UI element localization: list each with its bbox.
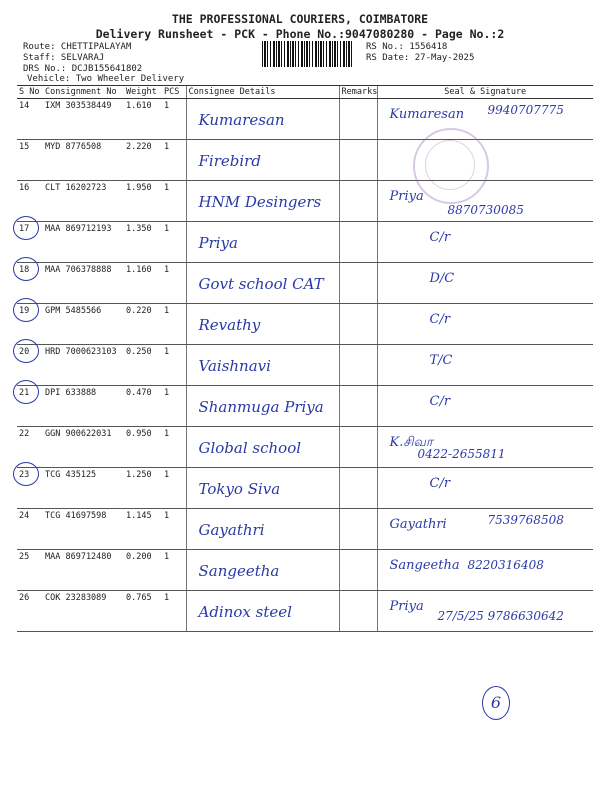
cell-sno [17, 181, 43, 222]
signature-phone: 27/5/25 9786630642 [437, 609, 564, 623]
signature: K.சிவா [389, 435, 433, 450]
serial-number: 16 [19, 183, 30, 193]
signature: Sangeetha [389, 558, 460, 573]
cell-weight: 0.200 [124, 550, 162, 591]
cell-consignee [186, 550, 339, 591]
rs-date: RS Date: 27-May-2025 [366, 53, 475, 63]
table-row [17, 468, 593, 509]
cell-sno [17, 427, 43, 468]
cell-remarks [339, 140, 377, 181]
staff-info: Staff: SELVARAJ [23, 53, 105, 63]
runsheet-subtitle: Delivery Runsheet - PCK - Phone No.:9047080280 - Page No.:2 [95, 27, 505, 41]
cell-pcs: 1 [162, 181, 186, 222]
cell-weight: 1.160 [124, 263, 162, 304]
cell-signature [377, 345, 593, 386]
consignee-name: Gayathri [198, 521, 265, 539]
signature: D/C [429, 271, 455, 286]
circled-mark [13, 298, 39, 322]
table-row [17, 386, 593, 427]
column-header-remarks: Remarks [339, 86, 377, 99]
cell-pcs: 1 [162, 386, 186, 427]
serial-number: 19 [19, 306, 30, 316]
cell-pcs: 1 [162, 222, 186, 263]
signature: T/C [429, 353, 453, 368]
cell-consignment-no: MAA 869712480 [43, 550, 124, 591]
cell-sno [17, 550, 43, 591]
rs-number: RS No.: 1556418 [366, 42, 448, 52]
company-title: THE PROFESSIONAL COURIERS, COIMBATORE [171, 12, 429, 26]
cell-consignment-no: MAA 706378888 [43, 263, 124, 304]
route-info: Route: CHETTIPALAYAM [23, 42, 132, 52]
signature: C/r [429, 394, 451, 409]
cell-consignment-no: TCG 41697598 [43, 509, 124, 550]
cell-remarks [339, 386, 377, 427]
cell-signature [377, 304, 593, 345]
cell-consignee [186, 386, 339, 427]
cell-sno [17, 386, 43, 427]
serial-number: 17 [19, 224, 30, 234]
circled-mark [13, 216, 39, 240]
cell-consignment-no: TCG 435125 [43, 468, 124, 509]
cell-signature [377, 509, 593, 550]
cell-consignment-no: GPM 5485566 [43, 304, 124, 345]
table-row [17, 222, 593, 263]
cell-weight: 1.145 [124, 509, 162, 550]
column-header-pcs: PCS [162, 86, 186, 99]
serial-number: 14 [19, 101, 30, 111]
cell-remarks [339, 263, 377, 304]
circled-mark [13, 462, 39, 486]
cell-remarks [339, 468, 377, 509]
consignee-name: Adinox steel [198, 603, 292, 621]
serial-number: 21 [19, 388, 30, 398]
table-row [17, 591, 593, 632]
page-number-mark: 6 [482, 686, 510, 720]
cell-remarks [339, 345, 377, 386]
circled-mark [13, 380, 39, 404]
consignee-name: Global school [198, 439, 302, 457]
cell-signature [377, 591, 593, 632]
serial-number: 23 [19, 470, 30, 480]
cell-weight: 1.950 [124, 181, 162, 222]
cell-remarks [339, 591, 377, 632]
cell-remarks [339, 550, 377, 591]
cell-consignee [186, 263, 339, 304]
serial-number: 25 [19, 552, 30, 562]
table-row [17, 99, 593, 140]
cell-sno [17, 140, 43, 181]
cell-consignee [186, 468, 339, 509]
cell-consignment-no: DPI 633888 [43, 386, 124, 427]
cell-remarks [339, 509, 377, 550]
cell-signature [377, 99, 593, 140]
cell-signature [377, 386, 593, 427]
signature-phone: 0422-2655811 [417, 447, 506, 461]
consignee-name: Vaishnavi [198, 357, 271, 375]
table-row [17, 181, 593, 222]
serial-number: 26 [19, 593, 30, 603]
signature-phone: 8220316408 [467, 558, 544, 572]
cell-consignment-no: GGN 900622031 [43, 427, 124, 468]
cell-sno [17, 509, 43, 550]
serial-number: 22 [19, 429, 30, 439]
table-row [17, 345, 593, 386]
signature: C/r [429, 476, 451, 491]
cell-consignee [186, 181, 339, 222]
signature: Priya [389, 189, 424, 204]
cell-remarks [339, 304, 377, 345]
cell-pcs: 1 [162, 468, 186, 509]
cell-pcs: 1 [162, 509, 186, 550]
vehicle-info: Vehicle: Two Wheeler Delivery [27, 74, 185, 84]
cell-remarks [339, 427, 377, 468]
cell-sno [17, 591, 43, 632]
cell-sno [17, 263, 43, 304]
signature: Priya [389, 599, 424, 614]
cell-consignment-no: HRD 7000623103 [43, 345, 124, 386]
cell-signature [377, 427, 593, 468]
cell-consignment-no: MAA 869712193 [43, 222, 124, 263]
cell-weight: 0.250 [124, 345, 162, 386]
signature-phone: 8870730085 [447, 203, 524, 217]
cell-consignment-no: COK 23283089 [43, 591, 124, 632]
cell-sno [17, 99, 43, 140]
cell-signature [377, 468, 593, 509]
serial-number: 24 [19, 511, 30, 521]
cell-signature [377, 181, 593, 222]
cell-consignee [186, 222, 339, 263]
column-header-sno: S No [17, 86, 43, 99]
consignee-name: Tokyo Siva [198, 480, 281, 498]
consignee-name: Kumaresan [198, 111, 285, 129]
consignee-name: Firebird [198, 152, 261, 170]
column-header-consignee-details: Consignee Details [186, 86, 339, 99]
table-header [17, 86, 593, 99]
column-header-seal-signature: Seal & Signature [377, 86, 593, 99]
cell-weight: 1.250 [124, 468, 162, 509]
circled-mark [13, 339, 39, 363]
column-header-consignment-no: Consignment No [43, 86, 124, 99]
cell-weight: 0.765 [124, 591, 162, 632]
cell-sno [17, 222, 43, 263]
cell-consignee [186, 140, 339, 181]
barcode [262, 41, 352, 67]
cell-sno [17, 304, 43, 345]
serial-number: 18 [19, 265, 30, 275]
cell-pcs: 1 [162, 591, 186, 632]
serial-number: 20 [19, 347, 30, 357]
cell-weight: 1.610 [124, 99, 162, 140]
consignee-name: Govt school CAT [198, 275, 324, 293]
signature: C/r [429, 312, 451, 327]
cell-consignment-no: CLT 16202723 [43, 181, 124, 222]
table-row [17, 550, 593, 591]
cell-remarks [339, 222, 377, 263]
signature: Kumaresan [389, 107, 465, 122]
drs-number: DRS No.: DCJB155641802 [23, 64, 143, 74]
cell-consignee [186, 345, 339, 386]
cell-signature [377, 222, 593, 263]
table-row [17, 509, 593, 550]
cell-pcs: 1 [162, 427, 186, 468]
consignee-name: Revathy [198, 316, 261, 334]
cell-remarks [339, 181, 377, 222]
cell-consignee [186, 509, 339, 550]
cell-consignee [186, 99, 339, 140]
signature: Gayathri [389, 517, 447, 532]
cell-pcs: 1 [162, 304, 186, 345]
delivery-table [17, 85, 593, 632]
consignee-name: Sangeetha [198, 562, 280, 580]
consignee-name: HNM Desingers [198, 193, 322, 211]
cell-pcs: 1 [162, 550, 186, 591]
cell-weight: 0.220 [124, 304, 162, 345]
serial-number: 15 [19, 142, 30, 152]
cell-remarks [339, 99, 377, 140]
table-row [17, 263, 593, 304]
cell-consignment-no: MYD 8776508 [43, 140, 124, 181]
consignee-name: Priya [198, 234, 238, 252]
cell-sno [17, 468, 43, 509]
cell-weight: 2.220 [124, 140, 162, 181]
cell-consignment-no: IXM 303538449 [43, 99, 124, 140]
cell-signature [377, 550, 593, 591]
cell-weight: 0.950 [124, 427, 162, 468]
signature: C/r [429, 230, 451, 245]
cell-consignee [186, 304, 339, 345]
column-header-weight: Weight [124, 86, 162, 99]
courier-seal-inner [425, 140, 475, 190]
circled-mark [13, 257, 39, 281]
cell-pcs: 1 [162, 345, 186, 386]
table-row [17, 304, 593, 345]
signature-phone: 7539768508 [487, 513, 564, 527]
cell-consignee [186, 427, 339, 468]
signature-phone: 9940707775 [487, 103, 564, 117]
consignee-name: Shanmuga Priya [198, 398, 324, 416]
cell-sno [17, 345, 43, 386]
cell-consignee [186, 591, 339, 632]
cell-signature [377, 263, 593, 304]
cell-weight: 1.350 [124, 222, 162, 263]
table-row [17, 140, 593, 181]
cell-pcs: 1 [162, 263, 186, 304]
table-row [17, 427, 593, 468]
cell-pcs: 1 [162, 99, 186, 140]
cell-pcs: 1 [162, 140, 186, 181]
cell-weight: 0.470 [124, 386, 162, 427]
